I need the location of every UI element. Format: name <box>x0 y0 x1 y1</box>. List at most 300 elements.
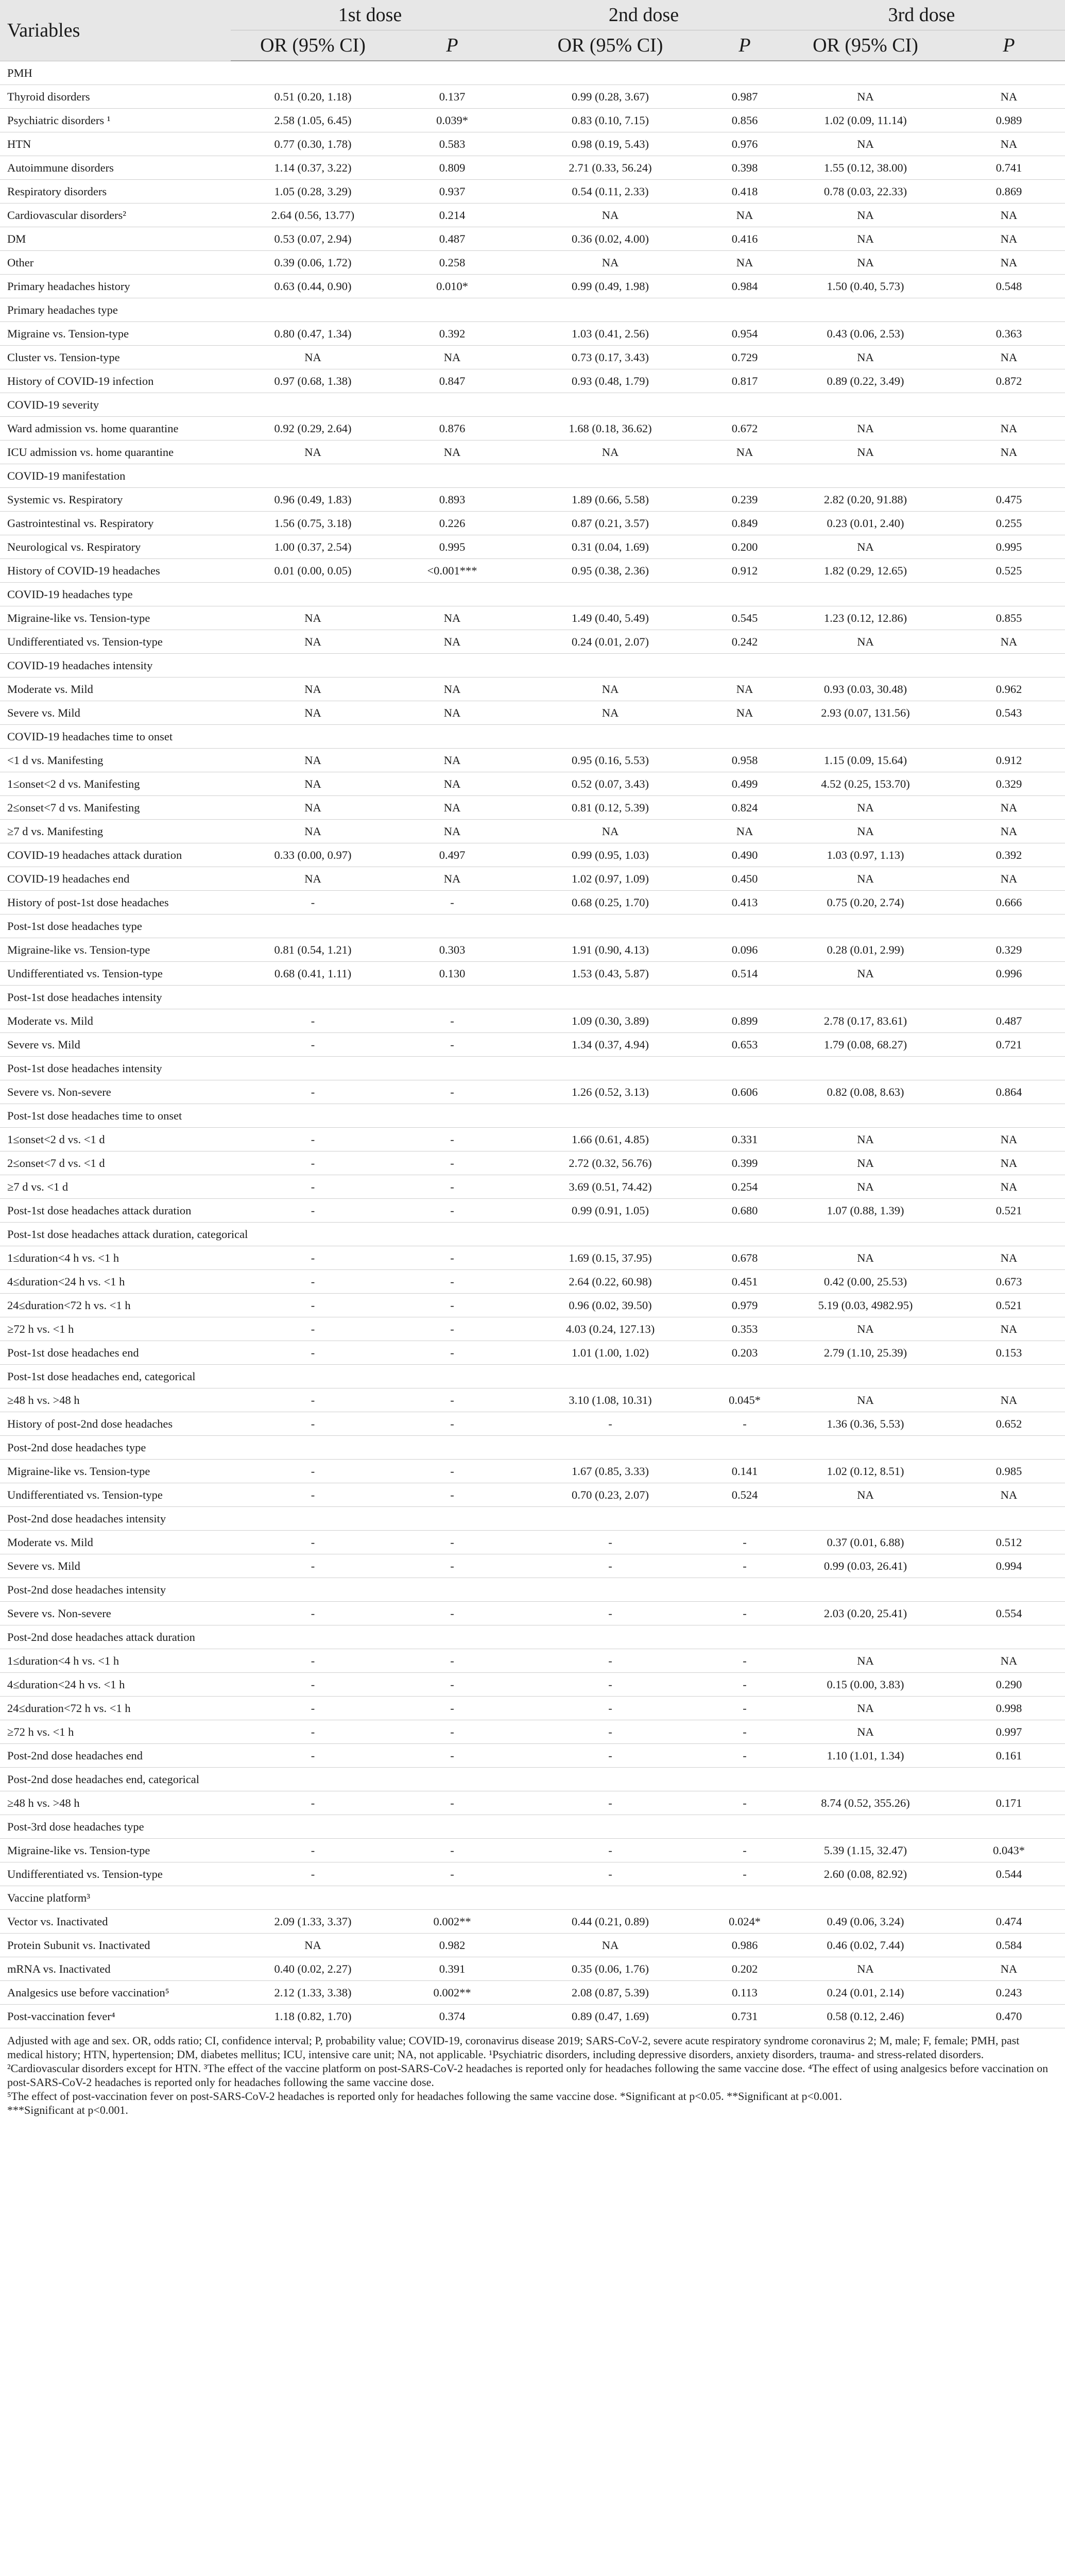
or-dose-3-cell: NA <box>778 440 953 464</box>
p-dose-2-cell: 0.416 <box>711 227 778 251</box>
or-dose-2-cell: 0.68 (0.25, 1.70) <box>509 891 711 914</box>
or-dose-1-cell: - <box>231 1151 395 1175</box>
p-dose-2-cell: 0.849 <box>711 512 778 535</box>
p-dose-3-cell: NA <box>953 251 1065 275</box>
section-row <box>0 1436 1065 1460</box>
p-dose-1-cell: - <box>395 1246 509 1270</box>
p-dose-3-cell: NA <box>953 1649 1065 1673</box>
or-dose-3-cell: 0.37 (0.01, 6.88) <box>778 1531 953 1554</box>
table-body <box>0 61 1065 2028</box>
or-dose-2-cell: 0.99 (0.95, 1.03) <box>509 843 711 867</box>
table-row <box>0 1720 1065 1744</box>
or-dose-2-cell: 0.54 (0.11, 2.33) <box>509 180 711 204</box>
p-dose-2-cell: 0.331 <box>711 1128 778 1151</box>
or-dose-3-cell: NA <box>778 796 953 820</box>
or-dose-2-cell: 0.99 (0.91, 1.05) <box>509 1199 711 1223</box>
table-row <box>0 1934 1065 1957</box>
or-dose-2-cell: 4.03 (0.24, 127.13) <box>509 1317 711 1341</box>
or-dose-3-cell: 5.19 (0.03, 4982.95) <box>778 1294 953 1317</box>
or-dose-3-cell: NA <box>778 1697 953 1720</box>
or-dose-2-cell: 1.03 (0.41, 2.56) <box>509 322 711 346</box>
table-row <box>0 1531 1065 1554</box>
or-dose-1-cell: - <box>231 1033 395 1057</box>
or-dose-3-cell: NA <box>778 1720 953 1744</box>
p-dose-3-cell: NA <box>953 132 1065 156</box>
p-dose-1-cell: 0.303 <box>395 938 509 962</box>
variable-cell: Psychiatric disorders ¹ <box>0 109 231 132</box>
p-dose-1-cell: 0.583 <box>395 132 509 156</box>
or-dose-1-cell: - <box>231 1317 395 1341</box>
table-row <box>0 796 1065 820</box>
or-dose-2-cell: 0.95 (0.38, 2.36) <box>509 559 711 583</box>
variable-cell: Undifferentiated vs. Tension-type <box>0 630 231 654</box>
table-row <box>0 2005 1065 2028</box>
or-dose-3-cell: NA <box>778 1246 953 1270</box>
or-dose-1-cell: 0.81 (0.54, 1.21) <box>231 938 395 962</box>
p-dose-2-cell: 0.545 <box>711 606 778 630</box>
or-dose-1-cell: 0.97 (0.68, 1.38) <box>231 369 395 393</box>
variable-cell: Cluster vs. Tension-type <box>0 346 231 369</box>
or-dose-2-cell: 1.67 (0.85, 3.33) <box>509 1460 711 1483</box>
or-dose-1-cell: NA <box>231 630 395 654</box>
p-dose-1-cell: - <box>395 1341 509 1365</box>
section-row <box>0 1886 1065 1910</box>
or-dose-2-cell: NA <box>509 440 711 464</box>
table-row <box>0 535 1065 559</box>
or-dose-1-cell: - <box>231 1341 395 1365</box>
or-dose-3-cell: NA <box>778 535 953 559</box>
or-dose-1-cell: 0.39 (0.06, 1.72) <box>231 251 395 275</box>
or-dose-2-cell: NA <box>509 701 711 725</box>
p-dose-1-cell: 0.937 <box>395 180 509 204</box>
p-dose-3-cell: NA <box>953 867 1065 891</box>
p-dose-2-cell: 0.817 <box>711 369 778 393</box>
or-dose-3-cell: 0.99 (0.03, 26.41) <box>778 1554 953 1578</box>
table-row <box>0 1744 1065 1768</box>
table-row <box>0 512 1065 535</box>
p-dose-3-cell <box>953 1578 1065 1602</box>
p-dose-1-cell: NA <box>395 630 509 654</box>
or-dose-3-cell: 2.82 (0.20, 91.88) <box>778 488 953 512</box>
variable-cell: <1 d vs. Manifesting <box>0 749 231 772</box>
variable-cell: 4≤duration<24 h vs. <1 h <box>0 1270 231 1294</box>
or-dose-3-cell: 1.07 (0.88, 1.39) <box>778 1199 953 1223</box>
p-dose-2-cell: 0.984 <box>711 275 778 298</box>
variable-cell: Severe vs. Non-severe <box>0 1080 231 1104</box>
or-dose-1-cell: - <box>231 891 395 914</box>
or-dose-1-cell: 0.77 (0.30, 1.78) <box>231 132 395 156</box>
or-dose-2-cell: NA <box>509 1934 711 1957</box>
p-dose-3-cell: 0.543 <box>953 701 1065 725</box>
p-dose-1-cell: - <box>395 1460 509 1483</box>
section-row <box>0 464 1065 488</box>
p-dose-2-cell: - <box>711 1744 778 1768</box>
or-dose-2-cell: 1.66 (0.61, 4.85) <box>509 1128 711 1151</box>
or-dose-1-cell: NA <box>231 820 395 843</box>
or-dose-1-cell: - <box>231 1744 395 1768</box>
or-dose-2-cell: 1.68 (0.18, 36.62) <box>509 417 711 440</box>
or-dose-2-cell: 1.91 (0.90, 4.13) <box>509 938 711 962</box>
p-dose-1-cell: 0.847 <box>395 369 509 393</box>
p-dose-3-cell: 0.548 <box>953 275 1065 298</box>
p-dose-1-cell: - <box>395 1483 509 1507</box>
p-dose-2-cell: 0.514 <box>711 962 778 986</box>
p-dose-2-cell: 0.976 <box>711 132 778 156</box>
p-dose-2-cell: 0.045* <box>711 1388 778 1412</box>
variable-cell: Post-1st dose headaches end <box>0 1341 231 1365</box>
p-dose-2-cell: - <box>711 1862 778 1886</box>
variable-cell: 24≤duration<72 h vs. <1 h <box>0 1697 231 1720</box>
or-dose-1-cell: 2.09 (1.33, 3.37) <box>231 1910 395 1934</box>
p-dose-1-cell: NA <box>395 867 509 891</box>
p-dose-3-cell: NA <box>953 796 1065 820</box>
variable-cell: Autoimmune disorders <box>0 156 231 180</box>
or-dose-2-cell: NA <box>509 204 711 227</box>
table-row <box>0 891 1065 914</box>
p-dose-3-cell: 0.989 <box>953 109 1065 132</box>
p-dose-3-cell: 0.475 <box>953 488 1065 512</box>
or-dose-2-cell: 1.26 (0.52, 3.13) <box>509 1080 711 1104</box>
p-dose-2-cell: 0.242 <box>711 630 778 654</box>
p-dose-2-cell: NA <box>711 204 778 227</box>
or-dose-2-cell: - <box>509 1744 711 1768</box>
p-dose-1-cell: - <box>395 1744 509 1768</box>
variable-cell: Post-2nd dose headaches end <box>0 1744 231 1768</box>
or-dose-1-cell: 1.14 (0.37, 3.22) <box>231 156 395 180</box>
p-dose-2-cell: 0.113 <box>711 1981 778 2005</box>
or-dose-2-cell: 0.81 (0.12, 5.39) <box>509 796 711 820</box>
section-label: Primary headaches type <box>0 298 1065 322</box>
or-dose-3-cell: 1.10 (1.01, 1.34) <box>778 1744 953 1768</box>
or-dose-2-cell: - <box>509 1720 711 1744</box>
section-row <box>0 1768 1065 1791</box>
or-dose-2-cell <box>509 1578 711 1602</box>
p-dose-3-cell: 0.998 <box>953 1697 1065 1720</box>
or-dose-1-cell: - <box>231 1270 395 1294</box>
variable-cell: Ward admission vs. home quarantine <box>0 417 231 440</box>
section-row <box>0 1625 1065 1649</box>
p-dose-3-cell: 0.544 <box>953 1862 1065 1886</box>
variable-cell: COVID-19 headaches end <box>0 867 231 891</box>
p-dose-1-cell: - <box>395 1009 509 1033</box>
variable-cell: Post-2nd dose headaches intensity <box>0 1578 231 1602</box>
or-dose-3-cell: 1.15 (0.09, 15.64) <box>778 749 953 772</box>
p-dose-1-cell: NA <box>395 701 509 725</box>
table-footnotes <box>0 2028 1065 2117</box>
table-row <box>0 1080 1065 1104</box>
or-dose-3-cell: 1.82 (0.29, 12.65) <box>778 559 953 583</box>
or-dose-3-cell: NA <box>778 227 953 251</box>
footnote-significance: ***Significant at p<0.001. <box>7 2104 128 2116</box>
table-row <box>0 1578 1065 1602</box>
or-dose-2-cell: 0.24 (0.01, 2.07) <box>509 630 711 654</box>
section-row <box>0 1057 1065 1080</box>
p-dose-2-cell: 0.200 <box>711 535 778 559</box>
or-dose-2-cell: 3.10 (1.08, 10.31) <box>509 1388 711 1412</box>
p-dose-3-cell: 0.721 <box>953 1033 1065 1057</box>
variable-cell: 1≤onset<2 d vs. <1 d <box>0 1128 231 1151</box>
or-dose-2-cell: 1.49 (0.40, 5.49) <box>509 606 711 630</box>
or-dose-2-cell: - <box>509 1673 711 1697</box>
variable-cell: Thyroid disorders <box>0 85 231 109</box>
p-dose-1-cell: 0.392 <box>395 322 509 346</box>
table-row <box>0 369 1065 393</box>
p-dose-3-cell: NA <box>953 1246 1065 1270</box>
p-dose-2-cell: 0.203 <box>711 1341 778 1365</box>
table-row <box>0 488 1065 512</box>
table-row <box>0 749 1065 772</box>
p-dose-3-cell: 0.584 <box>953 1934 1065 1957</box>
or-dose-3-cell: NA <box>778 867 953 891</box>
table-row <box>0 843 1065 867</box>
section-label: Post-1st dose headaches time to onset <box>0 1104 1065 1128</box>
p-dose-2-cell: 0.024* <box>711 1910 778 1934</box>
variable-cell: ≥7 d vs. <1 d <box>0 1175 231 1199</box>
p-dose-1-cell: 0.039* <box>395 109 509 132</box>
or-dose-1-cell: 0.92 (0.29, 2.64) <box>231 417 395 440</box>
or-dose-3-cell: 0.28 (0.01, 2.99) <box>778 938 953 962</box>
or-dose-2-cell: 0.99 (0.49, 1.98) <box>509 275 711 298</box>
or-dose-2-cell: - <box>509 1839 711 1862</box>
p-dose-1-cell: - <box>395 1602 509 1625</box>
or-dose-3-cell: 2.60 (0.08, 82.92) <box>778 1862 953 1886</box>
section-row <box>0 393 1065 417</box>
or-dose-2-cell: NA <box>509 251 711 275</box>
variable-cell: History of post-1st dose headaches <box>0 891 231 914</box>
p-dose-1-cell: 0.137 <box>395 85 509 109</box>
section-label: COVID-19 headaches intensity <box>0 654 1065 677</box>
or-dose-1-cell: NA <box>231 772 395 796</box>
or-dose-3-cell: 1.55 (0.12, 38.00) <box>778 156 953 180</box>
p-dose-1-cell: 0.893 <box>395 488 509 512</box>
or-dose-2-cell: - <box>509 1649 711 1673</box>
p-dose-1-cell: - <box>395 1128 509 1151</box>
or-dose-2-cell: 0.36 (0.02, 4.00) <box>509 227 711 251</box>
or-dose-1-cell: NA <box>231 796 395 820</box>
or-dose-1-cell: - <box>231 1649 395 1673</box>
p-dose-1-cell: 0.002** <box>395 1981 509 2005</box>
or-dose-1-cell: - <box>231 1697 395 1720</box>
p-dose-3-cell: NA <box>953 204 1065 227</box>
or-dose-1-cell: - <box>231 1460 395 1483</box>
or-dose-3-cell: 0.15 (0.00, 3.83) <box>778 1673 953 1697</box>
p-dose-3-cell: 0.666 <box>953 891 1065 914</box>
or-dose-1-cell: - <box>231 1080 395 1104</box>
variable-cell: Severe vs. Mild <box>0 1554 231 1578</box>
table-row <box>0 867 1065 891</box>
or-dose-1-cell: - <box>231 1531 395 1554</box>
p-dose-2-cell: 0.824 <box>711 796 778 820</box>
p-dose-3-cell: NA <box>953 630 1065 654</box>
or-dose-3-cell: 0.42 (0.00, 25.53) <box>778 1270 953 1294</box>
p-dose-1-cell: 0.214 <box>395 204 509 227</box>
p-dose-2-cell: 0.856 <box>711 109 778 132</box>
p-dose-3-cell: 0.255 <box>953 512 1065 535</box>
p-dose-3-cell: 0.652 <box>953 1412 1065 1436</box>
header-p-dose-2: P <box>711 30 778 61</box>
p-dose-3-cell: 0.525 <box>953 559 1065 583</box>
or-dose-3-cell: 0.46 (0.02, 7.44) <box>778 1934 953 1957</box>
p-dose-2-cell: 0.729 <box>711 346 778 369</box>
p-dose-2-cell: 0.353 <box>711 1317 778 1341</box>
p-dose-2-cell: - <box>711 1602 778 1625</box>
or-dose-1-cell: NA <box>231 677 395 701</box>
p-dose-1-cell: 0.226 <box>395 512 509 535</box>
variable-cell: Other <box>0 251 231 275</box>
p-dose-1-cell: 0.391 <box>395 1957 509 1981</box>
table-row <box>0 1128 1065 1151</box>
or-dose-2-cell: - <box>509 1554 711 1578</box>
p-dose-3-cell: 0.994 <box>953 1554 1065 1578</box>
or-dose-3-cell: NA <box>778 1957 953 1981</box>
or-dose-3-cell: 2.03 (0.20, 25.41) <box>778 1602 953 1625</box>
variable-cell: Vector vs. Inactivated <box>0 1910 231 1934</box>
section-row <box>0 725 1065 749</box>
or-dose-2-cell: 0.31 (0.04, 1.69) <box>509 535 711 559</box>
table-row <box>0 251 1065 275</box>
table-row <box>0 346 1065 369</box>
section-row <box>0 61 1065 85</box>
or-dose-3-cell: 0.78 (0.03, 22.33) <box>778 180 953 204</box>
p-dose-3-cell: 0.985 <box>953 1460 1065 1483</box>
p-dose-1-cell: - <box>395 1673 509 1697</box>
or-dose-2-cell: 1.89 (0.66, 5.58) <box>509 488 711 512</box>
p-dose-3-cell: NA <box>953 1957 1065 1981</box>
or-dose-2-cell: - <box>509 1412 711 1436</box>
or-dose-3-cell: NA <box>778 1317 953 1341</box>
p-dose-2-cell: - <box>711 1720 778 1744</box>
p-dose-1-cell: NA <box>395 749 509 772</box>
table-row <box>0 606 1065 630</box>
or-dose-2-cell: 1.01 (1.00, 1.02) <box>509 1341 711 1365</box>
or-dose-2-cell: 0.98 (0.19, 5.43) <box>509 132 711 156</box>
or-dose-2-cell: 0.35 (0.06, 1.76) <box>509 1957 711 1981</box>
or-dose-1-cell: - <box>231 1175 395 1199</box>
section-label: Post-2nd dose headaches end, categorical <box>0 1768 1065 1791</box>
or-dose-3-cell: 1.02 (0.09, 11.14) <box>778 109 953 132</box>
or-dose-2-cell: 0.99 (0.28, 3.67) <box>509 85 711 109</box>
table-row <box>0 109 1065 132</box>
variable-cell: Migraine-like vs. Tension-type <box>0 606 231 630</box>
p-dose-1-cell: - <box>395 1199 509 1223</box>
variable-cell: Severe vs. Non-severe <box>0 1602 231 1625</box>
section-label: COVID-19 manifestation <box>0 464 1065 488</box>
or-dose-1-cell: 0.01 (0.00, 0.05) <box>231 559 395 583</box>
table-row <box>0 1246 1065 1270</box>
table-row <box>0 417 1065 440</box>
variable-cell: History of post-2nd dose headaches <box>0 1412 231 1436</box>
p-dose-3-cell: 0.869 <box>953 180 1065 204</box>
variable-cell: Undifferentiated vs. Tension-type <box>0 962 231 986</box>
p-dose-2-cell: 0.731 <box>711 2005 778 2028</box>
p-dose-1-cell: - <box>395 1270 509 1294</box>
p-dose-1-cell: 0.995 <box>395 535 509 559</box>
p-dose-1-cell: - <box>395 1649 509 1673</box>
table-row <box>0 227 1065 251</box>
table-row <box>0 1697 1065 1720</box>
p-dose-2-cell: - <box>711 1412 778 1436</box>
p-dose-2-cell: 0.239 <box>711 488 778 512</box>
table-row <box>0 322 1065 346</box>
variable-cell: ≥48 h vs. >48 h <box>0 1791 231 1815</box>
or-dose-2-cell: 2.08 (0.87, 5.39) <box>509 1981 711 2005</box>
or-dose-3-cell: 0.49 (0.06, 3.24) <box>778 1910 953 1934</box>
or-dose-1-cell: 0.33 (0.00, 0.97) <box>231 843 395 867</box>
footnote-abbreviations: Adjusted with age and sex. OR, odds ratio; CI, confidence interval; P, probability value; COVID-19, coronavirus disease 2019; SARS-CoV-2, severe acute respiratory syndrome coronavirus 2; M, male; F, female; PMH, past medical history; HTN, hypertension; DM, diabetes mellitus; ICU, intensive care unit; NA, not applicable. ¹Psychiatric disorders, including depressive disorders, anxiety disorders, trauma- and stress-related disorders. ²Cardiovascular disorders except for HTN. ³The effect of the vaccine platform on post-SARS-CoV-2 headaches is reported only for headaches following the same vaccine dose. ⁴The effect of using analgesics before vaccination on post-SARS-CoV-2 headaches is reported only for headaches following the same vaccine dose. <box>7 2034 1049 2089</box>
variable-cell: Moderate vs. Mild <box>0 1531 231 1554</box>
p-dose-3-cell: NA <box>953 1151 1065 1175</box>
or-dose-3-cell: NA <box>778 962 953 986</box>
or-dose-2-cell: 0.89 (0.47, 1.69) <box>509 2005 711 2028</box>
or-dose-3-cell: 0.82 (0.08, 8.63) <box>778 1080 953 1104</box>
or-dose-3-cell: 2.78 (0.17, 83.61) <box>778 1009 953 1033</box>
p-dose-1-cell: NA <box>395 796 509 820</box>
p-dose-2-cell: 0.490 <box>711 843 778 867</box>
p-dose-1-cell: 0.876 <box>395 417 509 440</box>
variable-cell: ≥72 h vs. <1 h <box>0 1317 231 1341</box>
table-row <box>0 1317 1065 1341</box>
table-row <box>0 1839 1065 1862</box>
or-dose-1-cell: 2.58 (1.05, 6.45) <box>231 109 395 132</box>
or-dose-1-cell: 0.63 (0.44, 0.90) <box>231 275 395 298</box>
variable-cell: 1≤duration<4 h vs. <1 h <box>0 1246 231 1270</box>
p-dose-3-cell: 0.512 <box>953 1531 1065 1554</box>
table-row <box>0 962 1065 986</box>
p-dose-2-cell: 0.979 <box>711 1294 778 1317</box>
header-p-dose-3: P <box>953 30 1065 61</box>
section-row <box>0 1104 1065 1128</box>
or-dose-3-cell: NA <box>778 1128 953 1151</box>
variable-cell: HTN <box>0 132 231 156</box>
table-row <box>0 275 1065 298</box>
variable-cell: Analgesics use before vaccination⁵ <box>0 1981 231 2005</box>
or-dose-1-cell: - <box>231 1412 395 1436</box>
or-dose-1-cell: - <box>231 1388 395 1412</box>
variable-cell: 2≤onset<7 d vs. <1 d <box>0 1151 231 1175</box>
p-dose-1-cell: - <box>395 1317 509 1341</box>
variable-cell: ≥7 d vs. Manifesting <box>0 820 231 843</box>
or-dose-3-cell: 1.50 (0.40, 5.73) <box>778 275 953 298</box>
section-label: Post-3rd dose headaches type <box>0 1815 1065 1839</box>
p-dose-1-cell: - <box>395 1554 509 1578</box>
section-label: PMH <box>0 61 1065 85</box>
variable-cell: Neurological vs. Respiratory <box>0 535 231 559</box>
or-dose-2-cell: 0.93 (0.48, 1.79) <box>509 369 711 393</box>
variable-cell: Migraine-like vs. Tension-type <box>0 938 231 962</box>
p-dose-1-cell: - <box>395 1175 509 1199</box>
p-dose-1-cell: - <box>395 1697 509 1720</box>
variable-cell: 1≤duration<4 h vs. <1 h <box>0 1649 231 1673</box>
p-dose-3-cell: 0.521 <box>953 1199 1065 1223</box>
or-dose-2-cell: 0.52 (0.07, 3.43) <box>509 772 711 796</box>
or-dose-2-cell: - <box>509 1531 711 1554</box>
p-dose-3-cell: NA <box>953 1388 1065 1412</box>
p-dose-3-cell: 0.153 <box>953 1341 1065 1365</box>
p-dose-1-cell: - <box>395 1080 509 1104</box>
p-dose-1-cell: - <box>395 1412 509 1436</box>
p-dose-3-cell: NA <box>953 417 1065 440</box>
table-row <box>0 1981 1065 2005</box>
p-dose-1-cell: NA <box>395 772 509 796</box>
section-row <box>0 1365 1065 1388</box>
or-dose-1-cell: NA <box>231 606 395 630</box>
footnote-fever: ⁵The effect of post-vaccination fever on post-SARS-CoV-2 headaches is reported only for headaches following the same vaccine dose. *Significant at p<0.05. **Significant at p<0.001. <box>7 2090 842 2103</box>
variable-cell: Post-vaccination fever⁴ <box>0 2005 231 2028</box>
header-dose-3: 3rd dose <box>778 0 1065 30</box>
or-dose-2-cell: 0.44 (0.21, 0.89) <box>509 1910 711 1934</box>
p-dose-3-cell: NA <box>953 820 1065 843</box>
p-dose-3-cell: NA <box>953 346 1065 369</box>
